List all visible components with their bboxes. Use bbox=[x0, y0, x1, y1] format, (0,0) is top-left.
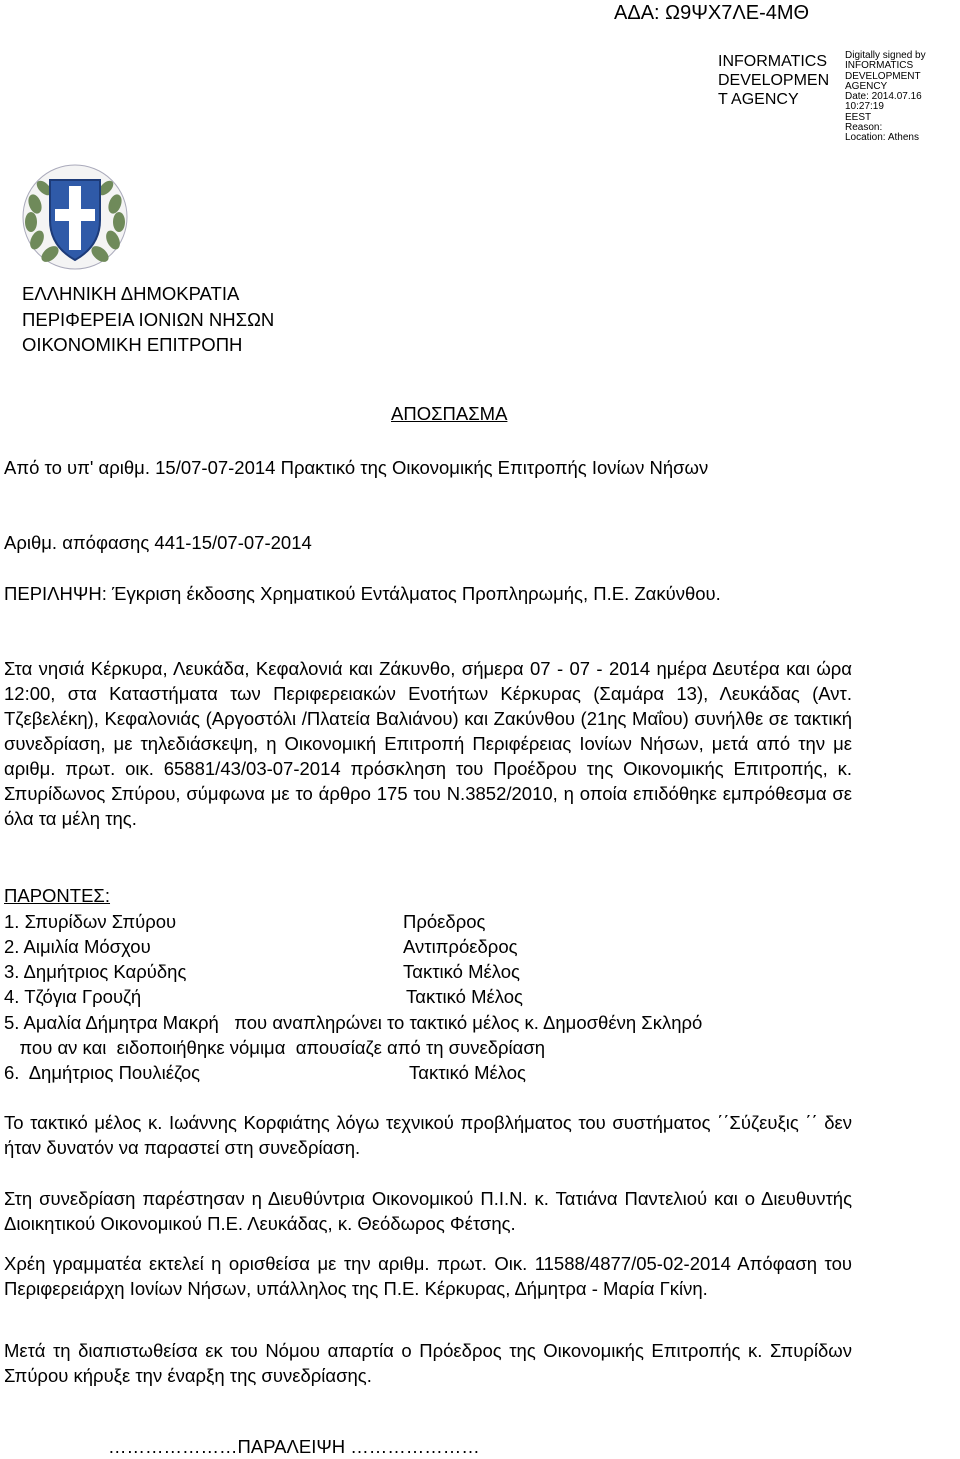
member-row bbox=[4, 909, 176, 934]
signature-detail: EEST bbox=[845, 111, 872, 123]
member-role: Τακτικό Μέλος bbox=[409, 1062, 526, 1083]
absent-paragraph: Το τακτικό μέλος κ. Ιωάννης Κορφιάτης λόγω τεχνικού προβλήματος του συστήματος ΄΄Σύζευξις ΄΄ δεν ήταν δυνατόν να παραστεί στη συνεδρίαση. bbox=[4, 1112, 852, 1158]
member-name: 2. Αιμιλία Μόσχου bbox=[4, 936, 151, 957]
record-reference: Από το υπ' αριθμ. 15/07-07-2014 Πρακτικό της Οικονομικής Επιτροπής Ιονίων Νήσων bbox=[4, 457, 709, 478]
decision-number: Αριθμ. απόφασης 441-15/07-07-2014 bbox=[4, 532, 312, 553]
member-role: Πρόεδρος bbox=[403, 911, 486, 932]
quorum-paragraph: Μετά τη διαπιστωθείσα εκ του Νόμου απαρτία ο Πρόεδρος της Οικονομικής Επιτροπής κ. Σπυρίδων Σπύρου κήρυξε την έναρξη της συνεδρίασης. bbox=[4, 1340, 852, 1386]
signature-detail: Reason: bbox=[845, 122, 883, 134]
summary-text: Έγκριση έκδοσης Χρηματικού Εντάλματος Προπληρωμής, Π.Ε. Ζακύνθου. bbox=[106, 583, 721, 604]
member-row bbox=[4, 1060, 200, 1085]
signature-detail: Digitally signed by bbox=[845, 50, 926, 61]
signature-detail: Location: Athens bbox=[845, 132, 919, 144]
signature-line: T AGENCY bbox=[718, 91, 799, 108]
issuer-header bbox=[22, 281, 274, 358]
member-name: 6. Δημήτριος Πουλιέζος bbox=[4, 1062, 201, 1083]
attendees-paragraph: Στη συνεδρίαση παρέστησαν η Διευθύντρια Οικονομικού Π.Ι.Ν. κ. Τατιάνα Παντελιού και ο Διευθυντής Διοικητικού Οικονομικού Π.Ε. Λευκάδας, κ. Θεόδωρος Φέτσης. bbox=[4, 1188, 852, 1234]
member-name: 4. Τζόγια Γρουζή bbox=[4, 986, 142, 1007]
secretary-paragraph: Χρέη γραμματέα εκτελεί η ορισθείσα με την αριθμ. πρωτ. Οικ. 11588/4877/05-02-2014 Απόφαση του Περιφερειάρχη Ιονίων Νήσων, υπάλληλος της Π.Ε. Κέρκυρας, Δήμητρα - Μαρία Γκίνη. bbox=[4, 1253, 852, 1299]
member-row-continuation bbox=[4, 1035, 545, 1060]
member-name: 3. Δημήτριος Καρύδης bbox=[4, 961, 187, 982]
signature-detail: Date: 2014.07.16 10:27:19 bbox=[845, 91, 922, 113]
omission-marker: …………………ΠΑΡΑΛΕΙΨΗ ………………… bbox=[108, 1436, 480, 1457]
summary bbox=[4, 581, 852, 606]
signature-line: DEVELOPMEN bbox=[718, 72, 830, 89]
member-role: Αντιπρόεδρος bbox=[403, 936, 518, 957]
header-region: ΠΕΡΙΦΕΡΕΙΑ ΙΟΝΙΩΝ ΝΗΣΩΝ bbox=[22, 308, 275, 330]
intro-paragraph: Στα νησιά Κέρκυρα, Λευκάδα, Κεφαλονιά και Ζάκυνθο, σήμερα 07 - 07 - 2014 ημέρα Δευτέρα και ώρα 12:00, στα Καταστήματα των Περιφερειακών Ενοτήτων Κέρκυρας (Σαμάρα 13), Λευκάδας (Αντ. Τζεβελέκη), Κεφαλονιάς (Αργοστόλι /Πλατεία Βαλιάνου) και Ζακύνθου (21ης Μαΐου) συνήλθε σε τακτική συνεδρίαση, με τηλεδιάσκεψη, η Οικονομική Επιτροπή Περιφέρειας Ιονίων Νήσων, μετά από την με αριθμ. πρωτ. οικ. 65881/43/03-07-2014 πρόσκληση του Προέδρου της Οικονομικής Επιτροπής, κ. Σπυρίδωνος Σπύρου, σύμφωνα με το άρθρο 175 του Ν.3852/2010, η οποία επιδόθηκε εμπρόθεσμα σε όλα τα μέλη της. bbox=[4, 658, 852, 829]
member-row bbox=[4, 1010, 702, 1035]
ada-code: ΑΔΑ: Ω9ΨΧ7ΛΕ-4ΜΘ bbox=[614, 2, 810, 24]
greek-coat-of-arms-icon bbox=[22, 164, 128, 270]
header-country: ΕΛΛΗΝΙΚΗ ΔΗΜΟΚΡΑΤΙΑ bbox=[22, 283, 240, 304]
signature-detail: INFORMATICS bbox=[845, 60, 914, 72]
member-row bbox=[4, 959, 186, 984]
member-role: Τακτικό Μέλος bbox=[403, 961, 520, 982]
summary-label: ΠΕΡΙΛΗΨΗ: bbox=[4, 583, 107, 604]
present-label: ΠΑΡΟΝΤΕΣ: bbox=[4, 885, 111, 906]
header-committee: ΟΙΚΟΝΟΜΙΚΗ ΕΠΙΤΡΟΠΗ bbox=[22, 334, 243, 355]
signature-detail: DEVELOPMENT AGENCY bbox=[845, 70, 921, 92]
member-row bbox=[4, 984, 141, 1009]
signature-line: INFORMATICS bbox=[718, 53, 828, 70]
digital-signature-details bbox=[845, 51, 960, 144]
member-role: Τακτικό Μέλος bbox=[406, 986, 523, 1007]
document-title: ΑΠΟΣΠΑΣΜΑ bbox=[391, 403, 508, 424]
member-name: 1. Σπυρίδων Σπύρου bbox=[4, 911, 177, 932]
member-row bbox=[4, 934, 151, 959]
member-name: 5. Αμαλία Δήμητρα Μακρή που αναπληρώνει το τακτικό μέλος κ. Δημοσθένη Σκληρό bbox=[4, 1012, 703, 1033]
digital-signature-name bbox=[718, 52, 829, 109]
member-note: που αν και ειδοποιήθηκε νόμιμα απουσίαζε από τη συνεδρίαση bbox=[4, 1037, 546, 1058]
